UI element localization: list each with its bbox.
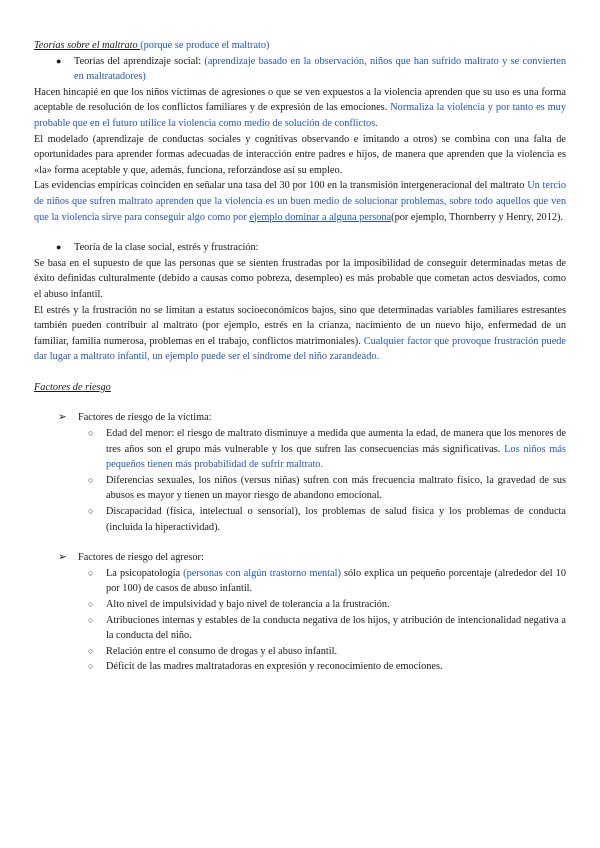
atribuciones-text: Atribuciones internas y estables de la conducta negativa de los hijos, y atribución de intencionalidad negativa a la conducta del niño. bbox=[106, 614, 566, 642]
psico-b: sólo explica un pequeño porcentaje (alrededor del 10 por 100) de casos de abuso infantil. bbox=[106, 567, 566, 595]
spacer bbox=[34, 535, 566, 550]
heading-factores: Factores de riesgo bbox=[34, 381, 111, 393]
edad-text bbox=[106, 426, 566, 473]
paragraph-evidencias bbox=[34, 178, 566, 225]
psico-blue: (personas con algún trastorno mental) bbox=[183, 567, 341, 579]
sub-item-sexo bbox=[34, 473, 566, 504]
sub-item-edad bbox=[34, 426, 566, 473]
sub-item-impulsividad bbox=[34, 597, 566, 613]
aprendizaje-note: (aprendizaje basado en la observación, niños que han sufrido maltrato y se convierten en maltratadores) bbox=[74, 55, 567, 83]
bullet-dot-icon: ● bbox=[56, 242, 62, 253]
circle-bullet-icon: ○ bbox=[88, 614, 94, 625]
circle-bullet-icon: ○ bbox=[88, 661, 94, 672]
bullet-aprendizaje-social bbox=[34, 54, 566, 85]
sub-item-deficit bbox=[34, 659, 566, 675]
circle-bullet-icon: ○ bbox=[88, 428, 94, 439]
sub-item-drogas bbox=[34, 644, 566, 660]
arrow-right-icon: ➢ bbox=[58, 412, 67, 424]
estres-text: El estrés y la frustración no se limitan a estatus socioeconómicos bajos, sino que determinadas variables familiares estresantes también pueden contribuir al maltrato (por ejemplo, estrés en la crianza, nacimiento de un nuevo hijo, enfermedad de un familiar, familia numerosa, problemas en el trabajo, conflictos matrimoniales). bbox=[34, 304, 566, 347]
circle-bullet-icon: ○ bbox=[88, 506, 94, 517]
psico-a: La psicopatología bbox=[106, 567, 184, 579]
evidencias-blue-text: Un tercio de niños que sufren maltrato aprenden que la violencia es un buen medio de solucionar problemas, sobre todo aquellos que ven que la violencia sirve para conseguir algo como por bbox=[34, 180, 566, 223]
sub-item-psicopatologia bbox=[34, 566, 566, 597]
hincapie-text: Hacen hincapié en que los niños víctimas de agresiones o que se ven expuestos a la violencia aprenden que su uso es una forma aceptable de resolución de los conflictos familiares y de expresión de las emociones. bbox=[34, 86, 566, 114]
arrow-right-icon: ➢ bbox=[58, 552, 67, 564]
circle-bullet-icon: ○ bbox=[88, 645, 94, 656]
bullet-aprendizaje-text bbox=[74, 54, 566, 85]
sub-item-atribuciones bbox=[34, 613, 566, 644]
estres-blue-text: Cualquier factor que provoque frustración puede dar lugar a maltrato infantil, un ejemplo puede ser el síndrome del niño zarandeado. bbox=[34, 335, 566, 363]
aprendizaje-label: Teorías del aprendizaje social: bbox=[74, 55, 205, 67]
paragraph-modelado: El modelado (aprendizaje de conductas sociales y cognitivas observando e imitando a otros) se combina con una falta de oportunidades para aprender formas adecuadas de interacción entre padres e hijos, de manera que aprenden que la violencia es «la» forma aceptable y que, además, funciona, reforzándose así su empleo. bbox=[34, 133, 566, 176]
spacer bbox=[34, 395, 566, 410]
evidencias-blue-underlined: ejemplo dominar a alguna persona bbox=[249, 211, 392, 223]
paragraph-hincapie bbox=[34, 85, 566, 132]
evidencias-citation: (por ejemplo, Thornberry y Henry, 2012). bbox=[391, 211, 563, 223]
edad-blue: Los niños más pequeños tienen más probabilidad de sufrir maltrato. bbox=[106, 443, 566, 471]
agresor-label: Factores de riesgo del agresor: bbox=[78, 552, 204, 564]
clase-social-label: Teoría de la clase social, estrés y frustración: bbox=[74, 242, 259, 254]
spacer bbox=[34, 365, 566, 380]
circle-bullet-icon: ○ bbox=[88, 474, 94, 485]
sexo-text: Diferencias sexuales, los niños (versus niñas) sufren con más frecuencia maltrato físico, la gravedad de sus abusos es mayor y tienen un mayor riesgo de abandono emocional. bbox=[106, 474, 566, 502]
paragraph-estres bbox=[34, 303, 566, 365]
heading-teorias-note: (porque se produce el maltrato) bbox=[140, 40, 270, 51]
victima-label: Factores de riesgo de la víctima: bbox=[78, 412, 212, 424]
bullet-dot-icon: ● bbox=[56, 55, 62, 66]
evidencias-text: Las evidencias empíricas coinciden en señalar una tasa del 30 por 100 en la transmisión intergeneracional del maltrato bbox=[34, 180, 528, 192]
spacer bbox=[34, 225, 566, 240]
hincapie-blue-text: Normaliza la violencia y por tanto es muy probable que en el futuro utilice la violencia como medio de solución de conflictos. bbox=[34, 102, 566, 129]
sub-item-discapacidad bbox=[34, 504, 566, 535]
edad-plain: Edad del menor: el riesgo de maltrato disminuye a medida que aumenta la edad, de manera que los menores de tres años son el grupo más vulnerable y los que sufren las consecuencias más significativas. bbox=[106, 428, 566, 455]
psicopatologia-text bbox=[106, 566, 566, 597]
deficit-text: Déficit de las madres maltratadoras en expresión y reconocimiento de emociones. bbox=[106, 661, 443, 673]
circle-bullet-icon: ○ bbox=[88, 599, 94, 609]
document-content bbox=[34, 38, 566, 675]
discapacidad-text: Discapacidad (física, intelectual o sensorial), los problemas de salud física y los problemas de conducta (incluida la hiperactividad). bbox=[106, 506, 566, 533]
arrow-item-agresor bbox=[34, 550, 566, 566]
impulsividad-text: Alto nivel de impulsividad y bajo nivel de tolerancia a la frustración. bbox=[106, 599, 390, 610]
circle-bullet-icon: ○ bbox=[88, 567, 94, 578]
paragraph-supuesto: Se basa en el supuesto de que las personas que se sienten frustradas por la imposibilidad de conseguir determinadas metas de éxito definidas culturalmente (debido a causas como pobreza, desempleo) es más probable que cometan actos desviados, como el abuso infantil. bbox=[34, 257, 566, 300]
arrow-item-victima bbox=[34, 410, 566, 426]
drogas-text: Relación entre el consumo de drogas y el abuso infantil. bbox=[106, 645, 338, 657]
bullet-clase-social bbox=[34, 240, 566, 256]
heading-teorias-title: Teorías sobre el maltrato bbox=[34, 40, 141, 51]
heading-teorias bbox=[34, 38, 566, 54]
